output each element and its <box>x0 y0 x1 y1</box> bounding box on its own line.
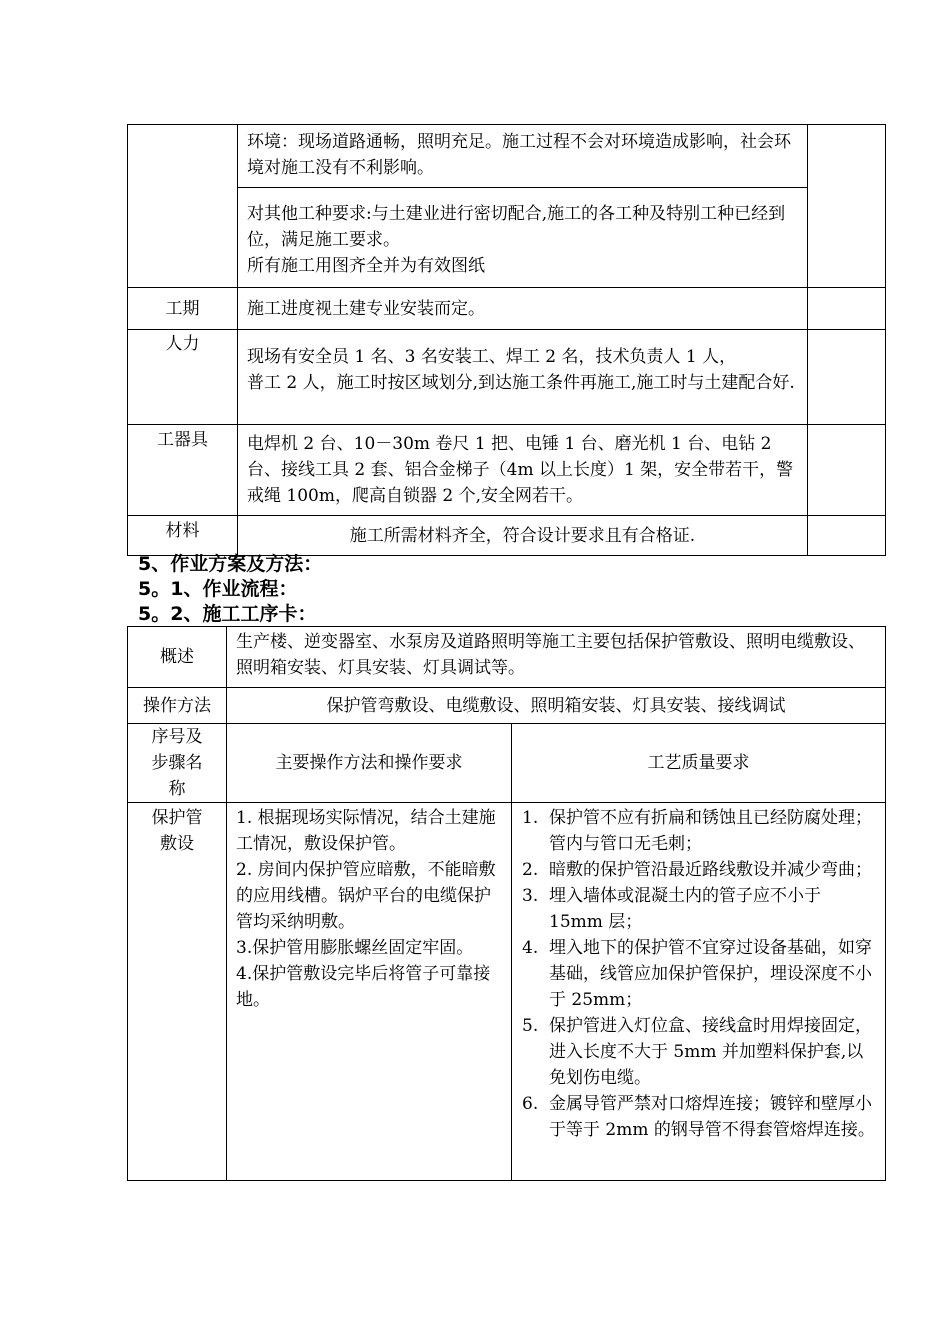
period-value: 施工进度视土建专业安装而定。 <box>238 288 808 330</box>
tools-value: 电焊机 2 台、10－30m 卷尺 1 把、电锤 1 台、磨光机 1 台、电钻 2 台、接线工具 2 套、铝合金梯子（4m 以上长度）1 架，安全带若干，警戒绳 100m，爬高自锁器 2 个,安全网若干。 <box>238 425 808 516</box>
quality-cell <box>512 803 886 1181</box>
quality-item: 3. 埋入墙体或混凝土内的管子应不小于 15mm 层； <box>522 886 821 932</box>
step-name: 保护管敷设 <box>128 803 227 1181</box>
period-label: 工期 <box>128 288 238 330</box>
operations-cell <box>227 803 512 1181</box>
operation-item: 4.保护管敷设完毕后将管子可靠接地。 <box>236 964 491 1010</box>
period-remark <box>808 288 886 330</box>
operation-item: 3.保护管用膨胀螺丝固定牢固。 <box>236 938 474 958</box>
tools-label: 工器具 <box>128 425 238 516</box>
operation-item: 2. 房间内保护管应暗敷，不能暗敷的应用线槽。锅炉平台的电缆保护管均采纳明敷。 <box>236 860 496 932</box>
quality-item: 2. 暗敷的保护管沿最近路线敷设并减少弯曲； <box>522 860 872 880</box>
conditions-table <box>127 124 886 556</box>
quality-item: 5. 保护管进入灯位盒、接线盒时用焊接固定，进入长度不大于 5mm 并加塑料保护套,以免划伤电缆。 <box>522 1016 872 1088</box>
blank-label-cell <box>128 125 238 288</box>
col-quality-header: 工艺质量要求 <box>512 724 886 803</box>
heading-5: 5、作业方案及方法： <box>138 553 323 575</box>
col-step-header: 序号及步骤名称 <box>128 724 227 803</box>
material-label: 材料 <box>128 516 238 556</box>
quality-item: 1. 保护管不应有折扁和锈蚀且已经防腐处理；管内与管口无毛刺； <box>522 808 872 854</box>
overview-value: 生产楼、逆变器室、水泵房及道路照明等施工主要包括保护管敷设、照明电缆敷设、照明箱安装、灯具安装、灯具调试等。 <box>227 627 886 688</box>
overview-label: 概述 <box>128 627 227 688</box>
method-label: 操作方法 <box>128 688 227 724</box>
other-trades-cell <box>238 188 808 288</box>
labor-line-2: 普工 2 人，施工时按区域划分,到达施工条件再施工,施工时与土建配合好. <box>247 373 795 393</box>
other-trades-text: 对其他工种要求:与土建业进行密切配合,施工的各工种及特别工种已经到位，满足施工要求。 <box>247 204 786 250</box>
labor-label: 人力 <box>128 330 238 425</box>
operation-item: 1. 根据现场实际情况，结合土建施工情况，敷设保护管。 <box>236 808 496 854</box>
labor-value <box>238 330 808 425</box>
labor-line-1: 现场有安全员 1 名、3 名安装工、焊工 2 名，技术负责人 1 人， <box>247 347 737 367</box>
col-operations-header: 主要操作方法和操作要求 <box>227 724 512 803</box>
heading-5-2: 5。2、施工工序卡： <box>138 603 317 625</box>
process-card-table <box>127 626 886 1181</box>
environment-cell: 环境：现场道路通畅，照明充足。施工过程不会对环境造成影响，社会环境对施工没有不利影响。 <box>238 125 808 188</box>
quality-item: 4. 埋入地下的保护管不宜穿过设备基础，如穿基础，线管应加保护管保护，埋设深度不小于 25mm； <box>522 938 872 1010</box>
material-remark <box>808 516 886 556</box>
quality-item: 6. 金属导管严禁对口熔焊连接；镀锌和壁厚小于等于 2mm 的钢导管不得套管熔焊连接。 <box>522 1094 875 1140</box>
labor-remark <box>808 330 886 425</box>
material-value: 施工所需材料齐全，符合设计要求且有合格证. <box>238 516 808 556</box>
tools-remark <box>808 425 886 516</box>
heading-5-1: 5。1、作业流程： <box>138 578 298 600</box>
blank-remark-cell <box>808 125 886 288</box>
method-value: 保护管弯敷设、电缆敷设、照明箱安装、灯具安装、接线调试 <box>227 688 886 724</box>
drawings-text: 所有施工用图齐全并为有效图纸 <box>247 256 485 276</box>
